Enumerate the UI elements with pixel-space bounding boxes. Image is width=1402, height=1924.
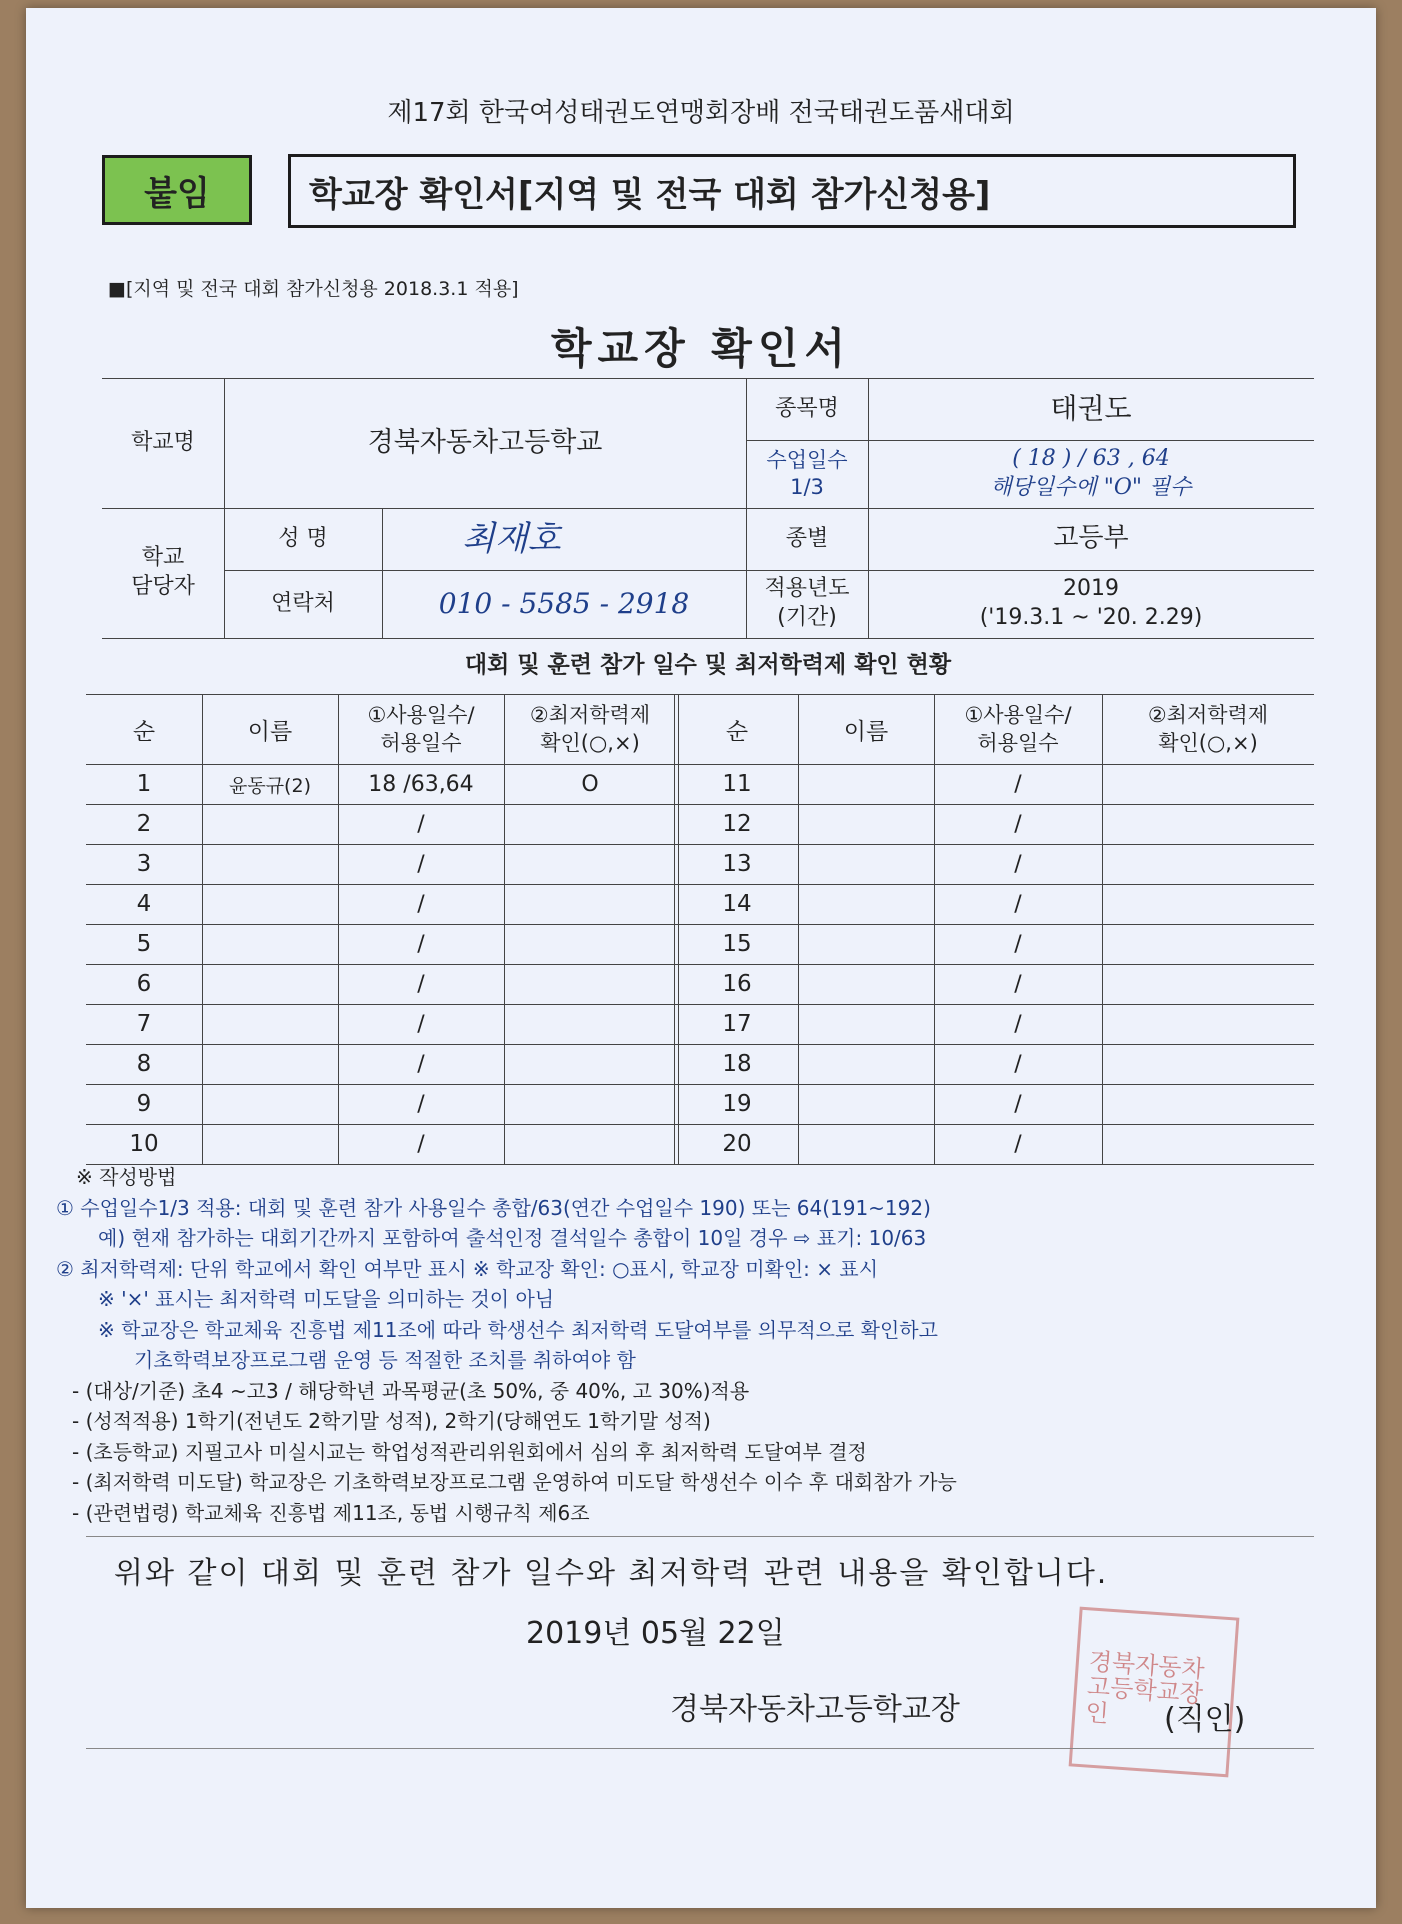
instruction-line: ※ 작성방법 — [76, 1165, 177, 1189]
row-name — [202, 1004, 338, 1044]
row-number: 14 — [722, 891, 752, 917]
header-title-box: 학교장 확인서[지역 및 전국 대회 참가신청용] — [288, 154, 1296, 228]
row-name — [202, 964, 338, 1004]
row-name: 윤동규(2) — [229, 774, 311, 797]
row-number: 3 — [136, 851, 152, 877]
row-number: 2 — [136, 811, 152, 837]
days-note: 해당일수에 "O" 필수 — [990, 475, 1192, 500]
header-used-line1: ①사용일수/ — [367, 702, 475, 727]
row-check — [1102, 1124, 1314, 1164]
category-label: 종별 — [785, 525, 829, 551]
row-name — [798, 804, 934, 844]
row-used-days: / — [417, 931, 425, 957]
instruction-line: 기초학력보장프로그램 운영 등 적절한 조치를 취하여야 함 — [134, 1348, 636, 1372]
row-name — [202, 1084, 338, 1124]
row-used-days: / — [1014, 1091, 1022, 1117]
row-check — [1102, 1044, 1314, 1084]
row-used-days: / — [1014, 811, 1022, 837]
row-check — [504, 884, 676, 924]
principal-name: 경북자동차고등학교장 — [670, 1692, 960, 1727]
instruction-line: ※ 학교장은 학교체육 진흥법 제11조에 따라 학생선수 최저학력 도달여부를 의무적으로 확인하고 — [98, 1317, 938, 1342]
row-number: 20 — [722, 1131, 752, 1157]
row-number: 13 — [722, 851, 752, 877]
school-label: 학교명 — [131, 429, 195, 455]
row-used-days: / — [1014, 971, 1022, 997]
row-check — [1102, 964, 1314, 1004]
row-check — [1102, 1004, 1314, 1044]
instruction-line: ① 수업일수1/3 적용: 대회 및 훈련 참가 사용일수 총합/63(연간 수업일수 190) 또는 64(191~192) — [56, 1195, 931, 1220]
row-used-days: / — [1014, 1051, 1022, 1077]
row-check — [1102, 884, 1314, 924]
row-check — [1102, 924, 1314, 964]
header-min-line2: 확인(○,×) — [540, 731, 640, 755]
year-label — [746, 570, 868, 638]
row-check — [504, 964, 676, 1004]
category-value: 고등부 — [1053, 523, 1129, 554]
instruction-line: - (성적적용) 1학기(전년도 2학기말 성적), 2학기(당해연도 1학기말 성적) — [72, 1409, 711, 1433]
document-title: 학교장 확인서 — [550, 324, 852, 373]
row-number: 15 — [722, 931, 752, 957]
year-value-line1: 2019 — [1063, 576, 1119, 602]
row-used-days: / — [417, 971, 425, 997]
header-used-line2: 허용일수 — [380, 731, 462, 755]
header-no: 순 — [725, 718, 749, 745]
row-name — [798, 1004, 934, 1044]
row-used-days: / — [417, 1131, 425, 1157]
manager-label-line1: 학교 — [141, 545, 185, 571]
row-check — [1102, 1084, 1314, 1124]
header-used-days — [934, 694, 1102, 764]
name-label: 성 명 — [278, 525, 328, 551]
signing-date: 2019년 05월 22일 — [526, 1616, 785, 1651]
contact-label: 연락처 — [271, 590, 335, 616]
row-used-days: / — [1014, 891, 1022, 917]
table-rule — [86, 1164, 1314, 1165]
row-number: 4 — [136, 891, 152, 917]
row-used-days: / — [417, 1091, 425, 1117]
row-number: 6 — [136, 971, 152, 997]
row-number: 9 — [136, 1091, 152, 1117]
row-check — [504, 844, 676, 884]
header-min-achievement — [504, 694, 676, 764]
row-name — [202, 804, 338, 844]
row-number: 18 — [722, 1051, 752, 1077]
row-check — [504, 1084, 676, 1124]
rule — [86, 1536, 1314, 1537]
instruction-line: ② 최저학력제: 단위 학교에서 확인 여부만 표시 ※ 학교장 확인: ○표시, 학교장 미확인: × 표시 — [56, 1256, 879, 1281]
header-used-days — [338, 694, 504, 764]
row-name — [798, 1124, 934, 1164]
row-name — [798, 764, 934, 804]
official-seal: 경북자동차고등학교장인 — [1069, 1607, 1240, 1778]
year-value-line2: ('19.3.1 ~ '20. 2.29) — [979, 605, 1203, 630]
row-number: 10 — [129, 1131, 159, 1157]
header-no: 순 — [132, 718, 156, 745]
header-name: 이름 — [247, 718, 293, 745]
days-label — [746, 440, 868, 508]
row-name — [798, 1084, 934, 1124]
section-title: 대회 및 훈련 참가 일수 및 최저학력제 확인 현황 — [464, 652, 952, 679]
row-number: 11 — [722, 771, 752, 797]
header-min-line1: ②최저학력제 — [1147, 702, 1269, 727]
event-label: 종목명 — [775, 395, 839, 421]
days-value-text: ( 18 ) / 63 , 64 — [1012, 446, 1170, 472]
days-label-line2: 1/3 — [790, 475, 824, 499]
row-name — [202, 924, 338, 964]
row-used-days: / — [417, 1011, 425, 1037]
row-check — [504, 1044, 676, 1084]
row-used-days: / — [1014, 851, 1022, 877]
row-check — [504, 804, 676, 844]
competition-title: 제17회 한국여성태권도연맹회장배 전국태권도품새대회 — [387, 98, 1015, 128]
row-used-days: / — [1014, 1131, 1022, 1157]
row-name — [202, 884, 338, 924]
header-min-line2: 확인(○,×) — [1158, 731, 1258, 755]
header-min-achievement — [1102, 694, 1314, 764]
event-value: 태권도 — [1050, 391, 1132, 425]
year-label-line2: (기간) — [777, 605, 837, 630]
row-used-days: / — [1014, 1011, 1022, 1037]
instruction-line: - (초등학교) 지필고사 미실시교는 학업성적관리위원회에서 심의 후 최저학력 도달여부 결정 — [72, 1439, 867, 1464]
row-name — [798, 884, 934, 924]
row-number: 16 — [722, 971, 752, 997]
row-name — [202, 844, 338, 884]
manager-label-line2: 담당자 — [131, 574, 195, 599]
document-page — [26, 8, 1376, 1908]
row-used-days: / — [417, 891, 425, 917]
row-check — [504, 1124, 676, 1164]
row-name — [202, 1124, 338, 1164]
days-label-line1: 수업일수 — [766, 447, 848, 472]
header-used-line2: 허용일수 — [977, 731, 1059, 755]
row-check: O — [581, 771, 599, 797]
contact-value: 010 - 5585 - 2918 — [438, 586, 690, 620]
year-label-line1: 적용년도 — [764, 576, 850, 602]
row-used-days: 18 /63,64 — [368, 771, 474, 797]
row-number: 8 — [136, 1051, 152, 1077]
row-used-days: / — [417, 851, 425, 877]
attachment-badge: 붙임 — [102, 155, 252, 225]
header-name: 이름 — [843, 718, 889, 745]
school-value: 경북자동차고등학교 — [367, 427, 603, 459]
row-number: 5 — [136, 931, 152, 957]
row-number: 1 — [136, 771, 152, 797]
year-value — [868, 570, 1314, 638]
row-name — [798, 964, 934, 1004]
instruction-line: - (최저학력 미도달) 학교장은 기초학력보장프로그램 운영하여 미도달 학생선수 이수 후 대회참가 가능 — [72, 1470, 957, 1494]
row-used-days: / — [1014, 931, 1022, 957]
row-number: 12 — [722, 811, 752, 837]
row-check — [1102, 844, 1314, 884]
name-value: 최재호 — [462, 518, 561, 559]
instruction-line: ※ '×' 표시는 최저학력 미도달을 의미하는 것이 아님 — [98, 1287, 555, 1311]
instruction-line: 예) 현재 참가하는 대회기간까지 포함하여 출석인정 결석일수 총합이 10일 경우 ⇨ 표기: 10/63 — [98, 1226, 927, 1250]
row-check — [1102, 764, 1314, 804]
row-check — [1102, 804, 1314, 844]
header-used-line1: ①사용일수/ — [964, 702, 1072, 727]
instruction-line: - (대상/기준) 초4 ~고3 / 해당학년 과목평균(초 50%, 중 40%, 고 30%)적용 — [72, 1378, 750, 1403]
row-name — [798, 924, 934, 964]
row-used-days: / — [417, 1051, 425, 1077]
manager-label — [102, 508, 224, 638]
row-name — [798, 844, 934, 884]
row-name — [202, 1044, 338, 1084]
row-number: 19 — [722, 1091, 752, 1117]
row-name — [798, 1044, 934, 1084]
row-number: 7 — [136, 1011, 152, 1037]
row-used-days: / — [417, 811, 425, 837]
rule — [86, 1748, 1314, 1749]
header-min-line1: ②최저학력제 — [529, 702, 651, 727]
row-check — [504, 1004, 676, 1044]
seal-label: (직인) — [1164, 1702, 1246, 1737]
instruction-line: - (관련법령) 학교체육 진흥법 제11조, 동법 시행규칙 제6조 — [72, 1500, 590, 1525]
row-number: 17 — [722, 1011, 752, 1037]
row-used-days: / — [1014, 771, 1022, 797]
row-check — [504, 924, 676, 964]
confirm-text: 위와 같이 대회 및 훈련 참가 일수와 최저학력 관련 내용을 확인합니다. — [114, 1556, 1109, 1591]
days-value — [868, 440, 1314, 508]
application-note: ■[지역 및 전국 대회 참가신청용 2018.3.1 적용] — [108, 278, 519, 300]
